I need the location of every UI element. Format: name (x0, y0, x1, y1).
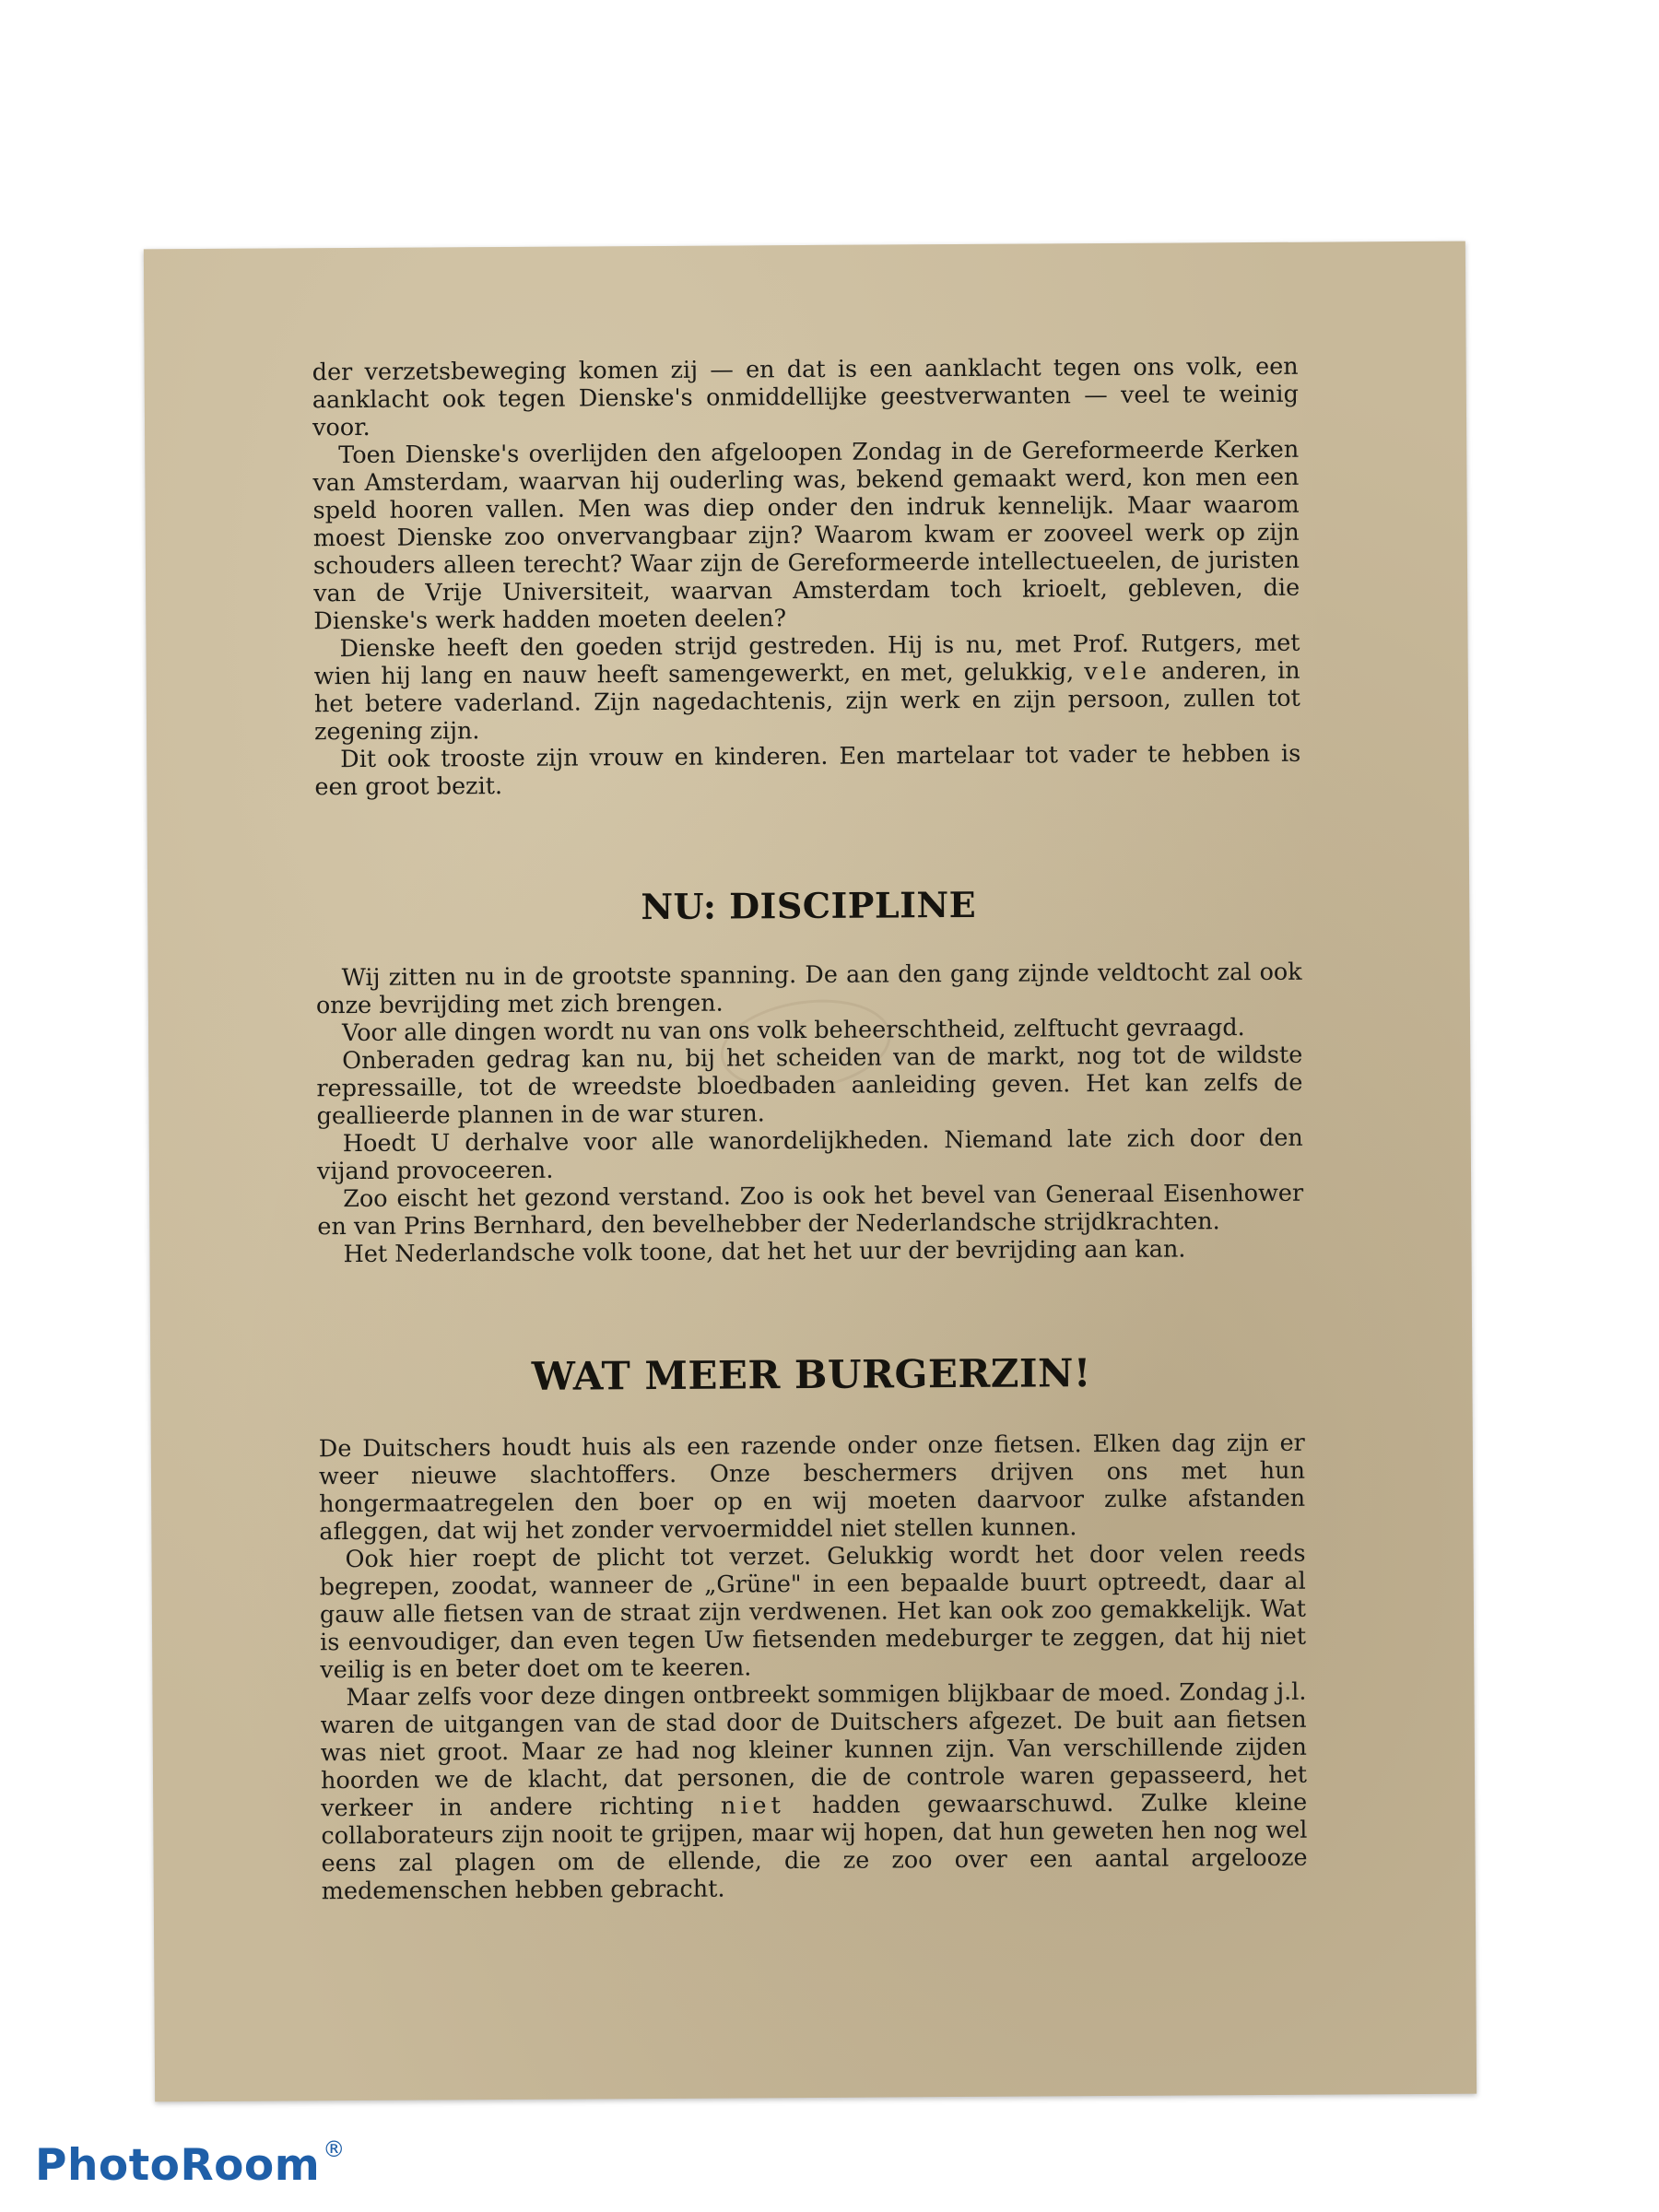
burgerzin-p3-text-a: Maar zelfs voor deze dingen ontbreekt sommigen blijkbaar de moed. Zondag j.l. waren de uitgangen van de stad door de Duitschers afgezet. De buit aan fietsen was niet groot. Maar ze had nog kleiner kunnen zijn. Van verschillende zijden hoorden we de klacht, dat personen, die de controle waren gepasseerd, het verkeer in andere richting (320, 1677, 1308, 1823)
intro-p3-text-b: anderen, in het betere vaderland. Zijn nagedachtenis, zijn werk en zijn persoon, zullen tot zegening zijn. (313, 656, 1300, 747)
document-body (312, 353, 1308, 1906)
intro-p3-text-a: Dienske heeft den goeden strijd gestreden. Hij is nu, met Prof. Rutgers, met wien hij lang en nauw heeft samengewerkt, en met, gelukkig, (313, 629, 1300, 691)
discipline-paragraph-1: Wij zitten nu in de grootste spanning. De aan den gang zijnde veldtocht zal ook onze bevrijding met zich brengen. (315, 958, 1302, 1020)
burgerzin-paragraph-2: Ook hier roept de plicht tot verzet. Gelukkig wordt het door velen reeds begrepen, zoodat, wanneer de „Grüne" in een bepaalde buurt optreedt, daar al gauw alle fietsen van de straat zijn verdwenen. Het kan ook zoo gemakkelijk. Wat is eenvoudiger, dan even tegen Uw fietsenden medeburger te zeggen, dat hij niet veilig is en beter doet om te keeren. (319, 1539, 1307, 1685)
discipline-paragraph-4: Hoedt U derhalve voor alle wanordelijkheden. Niemand late zich door den vijand provoceeren. (316, 1124, 1303, 1186)
discipline-paragraph-2: Voor alle dingen wordt nu van ons volk beheerschtheid, zelftucht gevraagd. (341, 1014, 1245, 1048)
discipline-paragraph-3: Onberaden gedrag kan nu, bij het scheiden van de markt, nog tot de wildste repressaille, tot de wreedste bloedbaden aanleiding geven. Het kan zelfs de geallieerde plannen in de war sturen. (316, 1041, 1303, 1131)
intro-paragraph-1: der verzetsbeweging komen zij — en dat is een aanklacht tegen ons volk, een aanklacht ook tegen Dienske's onmiddellijke geestverwanten — veel te weinig voor. (312, 352, 1299, 442)
burgerzin-p3-emphasis: niet (720, 1792, 785, 1820)
intro-paragraph-2: Toen Dienske's overlijden den afgeloopen Zondag in de Gereformeerde Kerken van Amsterdam, waarvan hij ouderling was, bekend gemaakt werd, kon men een speld hooren vallen. Men was diep onder den indruk kennelijk. Maar waarom moest Dienske zoo onvervangbaar zijn? Waarom kwam er zooveel werk op zijn schouders alleen terecht? Waar zijn de Gereformeerde intellectueelen, de juristen van de Vrije Universiteit, waarvan Amsterdam toch krioelt, gebleven, die Dienske's werk hadden moeten deelen? (312, 435, 1300, 636)
section-heading-discipline: NU: DISCIPLINE (641, 883, 977, 928)
brand-name: PhotoRoom (35, 2140, 321, 2191)
discipline-paragraph-6: Het Nederlandsche volk toone, dat het het uur der bevrijding aan kan. (343, 1235, 1186, 1269)
intro-p3-emphasis: vele (1084, 657, 1152, 687)
intro-paragraph-3 (313, 629, 1300, 747)
section-heading-burgerzin: WAT MEER BURGERZIN! (531, 1350, 1092, 1399)
burgerzin-p3-text-b: hadden gewaarschuwd. Zulke kleine collaborateurs zijn nooit te grijpen, maar wij hopen, dat hun geweten hen nog wel eens zal plagen om de ellende, die ze zoo over een aantal argelooze medemenschen hebben gebracht. (321, 1788, 1308, 1906)
intro-paragraph-4: Dit ook trooste zijn vrouw en kinderen. Een martelaar tot vader te hebben is een groot bezit. (314, 739, 1301, 802)
printed-leaflet-page (144, 241, 1477, 2102)
burgerzin-paragraph-3 (320, 1678, 1307, 1906)
registered-mark: ® (323, 2136, 346, 2162)
burgerzin-paragraph-1: De Duitschers houdt huis als een razende onder onze fietsen. Elken dag zijn er weer nieuwe slachtoffers. Onze beschermers drijven ons met hun hongermaatregelen den boer op en wij moeten daarvoor zulke afstanden afleggen, dat wij het zonder vervoermiddel niet stellen kunnen. (318, 1429, 1306, 1547)
photoroom-watermark (35, 2136, 346, 2191)
discipline-paragraph-5: Zoo eischt het gezond verstand. Zoo is ook het bevel van Generaal Eisenhower en van Prins Bernhard, den bevelhebber der Nederlandsche strijdkrachten. (317, 1179, 1304, 1241)
